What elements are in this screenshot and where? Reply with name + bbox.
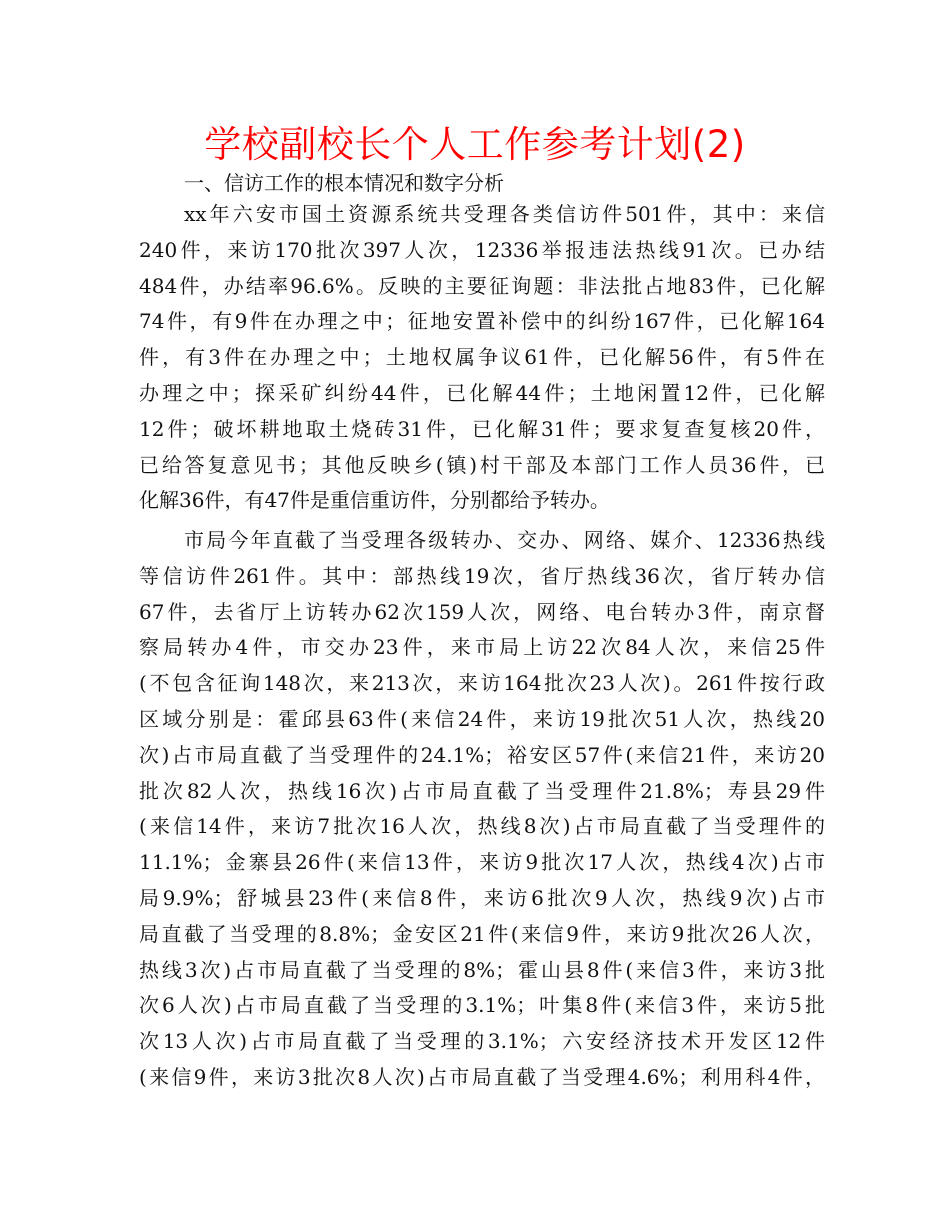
paragraph-line: 件，有3件在办理之中；土地权属争议61件，已化解56件，有5件在 [139, 345, 825, 370]
paragraph-line: (来信14件，来访7批次16人次，热线8次)占市局直截了当受理件的 [139, 814, 825, 839]
paragraph-line: 局直截了当受理的8.8%；金安区21件(来信9件，来访9批次26人次， [139, 921, 825, 946]
paragraph-line: 热线3次)占市局直截了当受理的8%；霍山县8件(来信3件，来访3批 [139, 957, 825, 982]
paragraph-line: 化解36件，有47件是重信重访件，分别都给予转办。 [139, 488, 610, 513]
paragraph-line: (来信9件，来访3批次8人次)占市局直截了当受理4.6%；利用科4件， [139, 1064, 825, 1089]
paragraph-line: 等信访件261件。其中：部热线19次，省厅热线36次，省厅转办信 [139, 563, 825, 588]
paragraph-line: 12件；破坏耕地取土烧砖31件，已化解31件；要求复查复核20件， [139, 416, 825, 441]
paragraph-line: 次6人次)占市局直截了当受理的3.1%；叶集8件(来信3件，来访5批 [139, 993, 825, 1018]
paragraph-line: 11.1%；金寨县26件(来信13件，来访9批次17人次，热线4次)占市 [139, 850, 825, 875]
paragraph-line: (不包含征询148次，来213次，来访164批次23人次)。261件按行政 [139, 671, 825, 696]
paragraph-line: 办理之中；探采矿纠纷44件，已化解44件；土地闲置12件，已化解 [139, 380, 825, 405]
paragraph-line: 市局今年直截了当受理各级转办、交办、网络、媒介、12336热线 [184, 528, 825, 552]
paragraph-city-bureau [139, 523, 825, 1096]
paragraph-line: 批次82人次，热线16次)占市局直截了当受理件21.8%；寿县29件 [139, 778, 825, 803]
paragraph-line: 67件，去省厅上访转办62次159人次，网络、电台转办3件，南京督 [139, 599, 825, 624]
paragraph-line: 484件，办结率96.6%。反映的主要征询题：非法批占地83件，已化解 [139, 273, 825, 298]
paragraph-line: 次13人次)占市局直截了当受理的3.1%；六安经济技术开发区12件 [139, 1029, 825, 1054]
paragraph-line: 察局转办4件，市交办23件，来市局上访22次84人次，来信25件 [139, 635, 825, 660]
paragraph-line: 74件，有9件在办理之中；征地安置补偿中的纠纷167件，已化解164 [139, 309, 825, 334]
paragraph-line: 240件，来访170批次397人次，12336举报违法热线91次。已办结 [139, 237, 825, 262]
page-title: 学校副校长个人工作参考计划(2) [204, 123, 746, 166]
paragraph-line: xx年六安市国土资源系统共受理各类信访件501件，其中：来信 [184, 202, 825, 226]
paragraph-line: 局9.9%；舒城县23件(来信8件，来访6批次9人次，热线9次)占市 [139, 885, 825, 910]
section-heading: 一、信访工作的根本情况和数字分析 [184, 171, 504, 195]
paragraph-statistics [139, 197, 825, 519]
paragraph-line: 已给答复意见书；其他反映乡(镇)村干部及本部门工作人员36件，已 [139, 452, 825, 477]
paragraph-line: 次)占市局直截了当受理件的24.1%；裕安区57件(来信21件，来访20 [139, 742, 825, 767]
paragraph-line: 区域分别是：霍邱县63件(来信24件，来访19批次51人次，热线20 [139, 706, 825, 731]
